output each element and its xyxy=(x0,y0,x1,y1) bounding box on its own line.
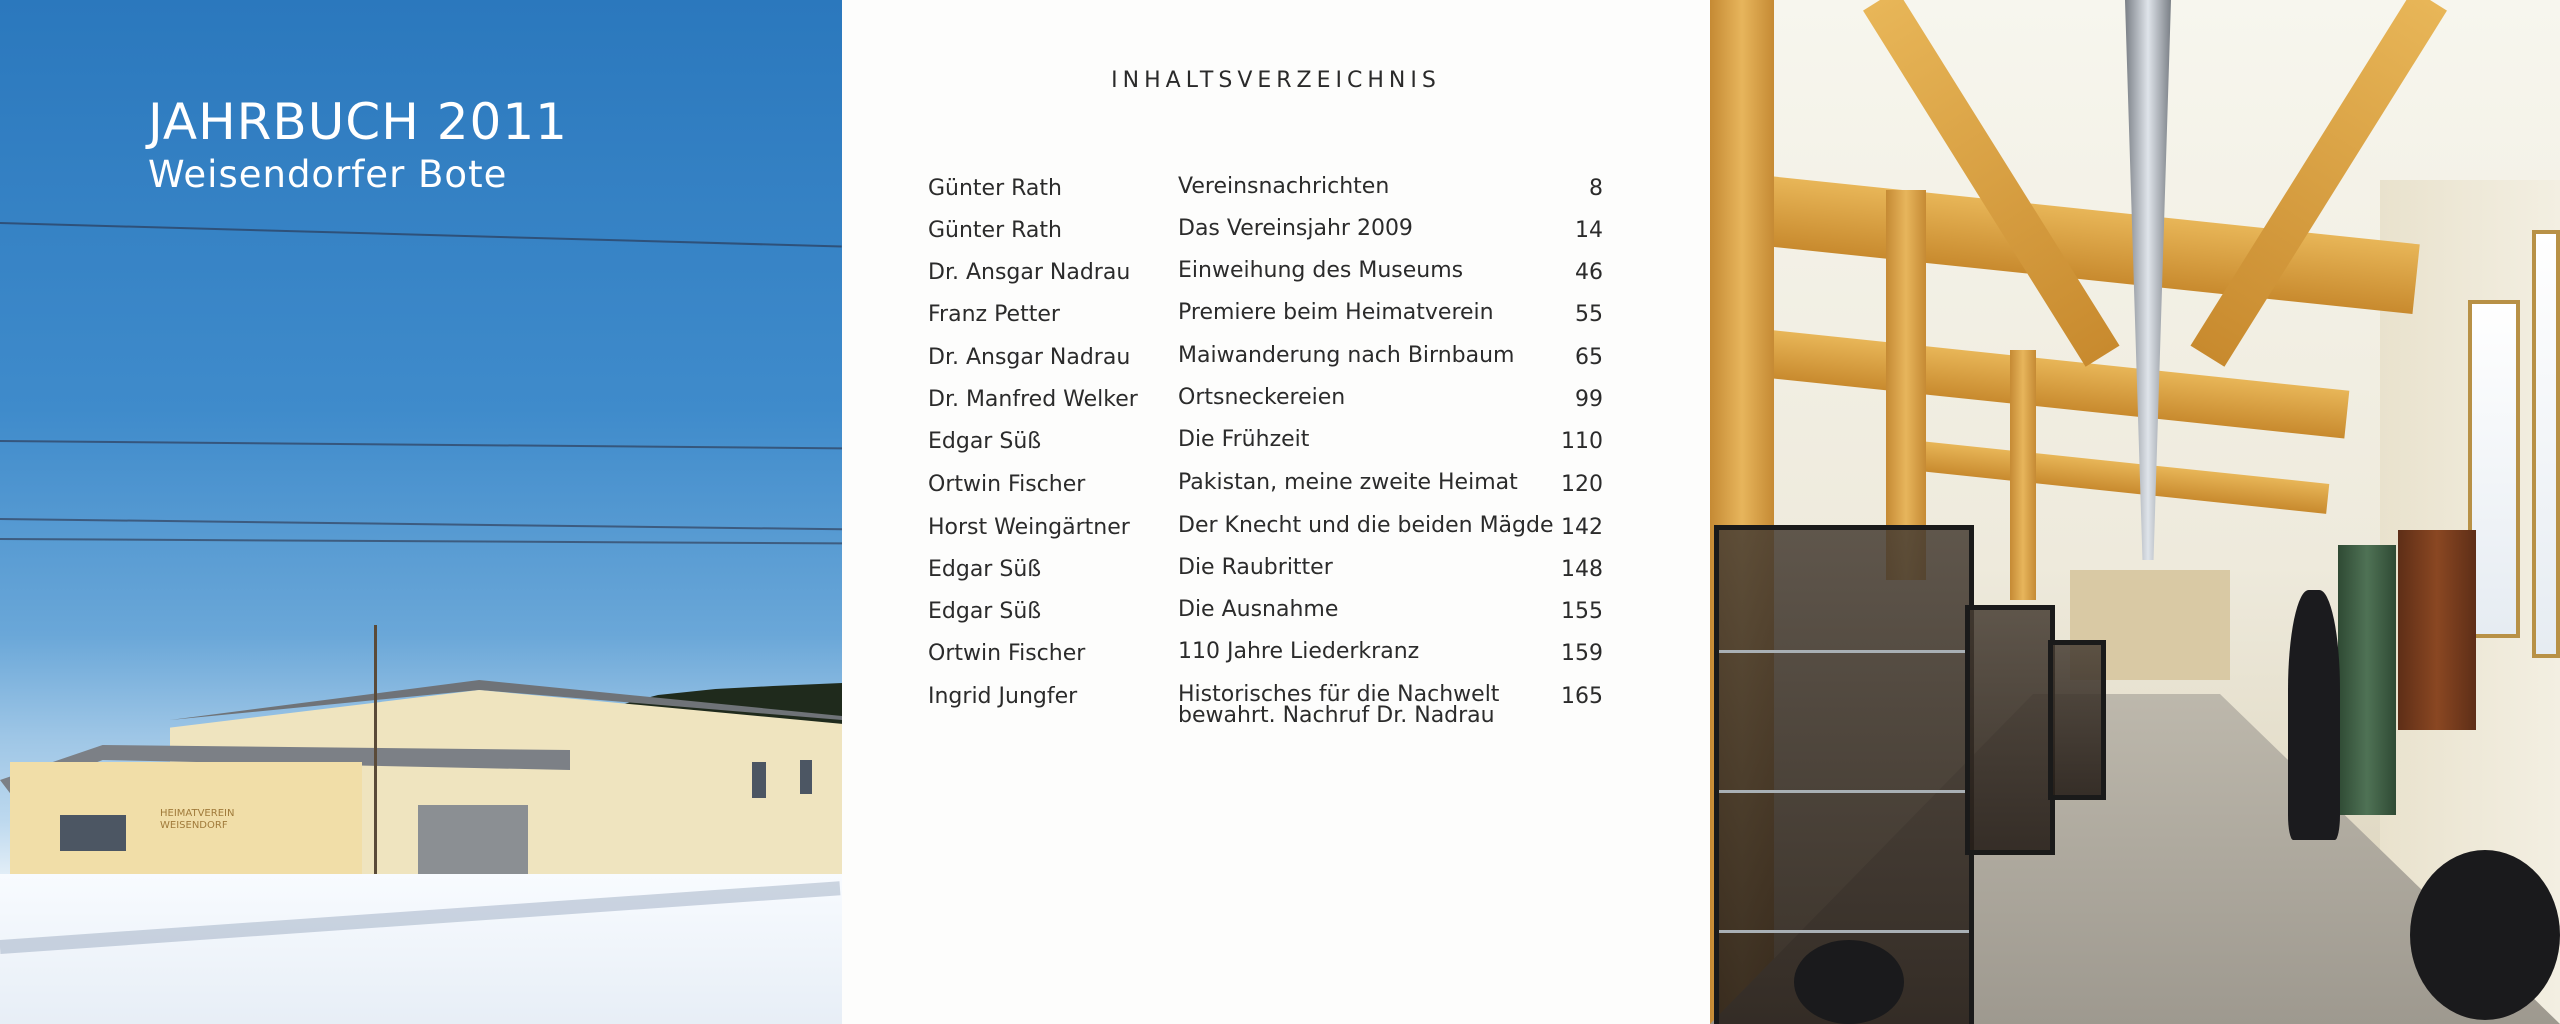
display-case xyxy=(1965,605,2055,855)
toc-author: Edgar Süß xyxy=(928,429,1042,454)
toc-page-number: 148 xyxy=(1561,557,1603,582)
toc-title: Vereinsnachrichten xyxy=(1178,174,1390,199)
timber-column xyxy=(1886,190,1926,580)
toc-page-number: 120 xyxy=(1561,472,1603,497)
window xyxy=(800,760,812,794)
case-shelf xyxy=(1719,790,1969,793)
toc-title: Die Ausnahme xyxy=(1178,597,1339,622)
toc-entry xyxy=(928,302,1708,342)
toc-entry xyxy=(928,472,1708,512)
toc-author: Edgar Süß xyxy=(928,599,1042,624)
toc-title: Das Vereinsjahr 2009 xyxy=(1178,216,1413,241)
toc-entry xyxy=(928,218,1708,258)
toc-entry xyxy=(928,176,1708,216)
toc-entry xyxy=(928,557,1708,597)
iron-pot xyxy=(2410,850,2560,1020)
toc-entry xyxy=(928,641,1708,681)
power-line xyxy=(0,518,842,530)
toc-author: Edgar Süß xyxy=(928,557,1042,582)
toc-page-number: 8 xyxy=(1589,176,1603,201)
toc-page xyxy=(842,0,1710,1024)
toc-title: Premiere beim Heimatverein xyxy=(1178,300,1494,325)
wooden-cabinet xyxy=(2398,530,2476,730)
toc-title xyxy=(1178,684,1578,726)
power-line xyxy=(0,440,842,449)
toc-author: Ingrid Jungfer xyxy=(928,684,1078,709)
toc-title-line: bewahrt. Nachruf Dr. Nadrau xyxy=(1178,703,1495,728)
toc-author: Dr. Ansgar Nadrau xyxy=(928,345,1131,370)
building-sign xyxy=(160,808,234,832)
toc-entry xyxy=(928,429,1708,469)
toc-title: Pakistan, meine zweite Heimat xyxy=(1178,470,1518,495)
display-case xyxy=(2048,640,2106,800)
toc-page-number: 99 xyxy=(1575,387,1603,412)
iron-pot xyxy=(1794,940,1904,1024)
case-shelf xyxy=(1719,650,1969,653)
toc-page-number: 159 xyxy=(1561,641,1603,666)
toc-author: Ortwin Fischer xyxy=(928,472,1086,497)
toc-entry xyxy=(928,599,1708,639)
green-cabinet xyxy=(2338,545,2396,815)
toc-author: Günter Rath xyxy=(928,218,1062,243)
toc-title: Einweihung des Museums xyxy=(1178,258,1464,283)
cover-subtitle: Weisendorfer Bote xyxy=(148,153,508,196)
window xyxy=(60,815,126,851)
toc-entry xyxy=(928,387,1708,427)
cover-page xyxy=(0,0,842,1024)
toc-entry xyxy=(928,345,1708,385)
toc-page-number: 14 xyxy=(1575,218,1603,243)
toc-page-number: 142 xyxy=(1561,515,1603,540)
power-line xyxy=(0,222,842,248)
bare-tree xyxy=(374,625,377,880)
toc-page-number: 155 xyxy=(1561,599,1603,624)
toc-author: Franz Petter xyxy=(928,302,1060,327)
toc-title-line: Historisches für die Nachwelt xyxy=(1178,682,1500,707)
toc-page-number: 65 xyxy=(1575,345,1603,370)
toc-entry xyxy=(928,684,1708,744)
toc-title: 110 Jahre Liederkranz xyxy=(1178,639,1420,664)
museum-interior-photo xyxy=(1710,0,2560,1024)
cover-title: JAHRBUCH 2011 xyxy=(148,93,568,151)
toc-author: Dr. Ansgar Nadrau xyxy=(928,260,1131,285)
toc-author: Horst Weingärtner xyxy=(928,515,1130,540)
case-shelf xyxy=(1719,930,1969,933)
window xyxy=(752,762,766,798)
building-sign-line: WEISENDORF xyxy=(160,820,228,831)
toc-author: Ortwin Fischer xyxy=(928,641,1086,666)
toc-title: Die Frühzeit xyxy=(1178,427,1310,452)
toc-heading: INHALTSVERZEICHNIS xyxy=(1111,68,1441,93)
toc-entry xyxy=(928,260,1708,300)
wall-window xyxy=(2532,230,2560,658)
entrance xyxy=(418,805,528,877)
power-line xyxy=(0,538,842,544)
costume-figure xyxy=(2288,590,2340,840)
toc-page-number: 165 xyxy=(1561,684,1603,709)
toc-title: Ortsneckereien xyxy=(1178,385,1346,410)
building-sign-line: HEIMATVEREIN xyxy=(160,808,235,819)
toc-author: Günter Rath xyxy=(928,176,1062,201)
toc-title: Der Knecht und die beiden Mägde xyxy=(1178,513,1554,538)
toc-author: Dr. Manfred Welker xyxy=(928,387,1138,412)
toc-page-number: 110 xyxy=(1561,429,1603,454)
toc-entry xyxy=(928,515,1708,555)
toc-page-number: 55 xyxy=(1575,302,1603,327)
timber-column xyxy=(2010,350,2036,600)
toc-page-number: 46 xyxy=(1575,260,1603,285)
toc-title: Die Raubritter xyxy=(1178,555,1333,580)
toc-title: Maiwanderung nach Birnbaum xyxy=(1178,343,1515,368)
cover-title-block xyxy=(148,92,568,198)
